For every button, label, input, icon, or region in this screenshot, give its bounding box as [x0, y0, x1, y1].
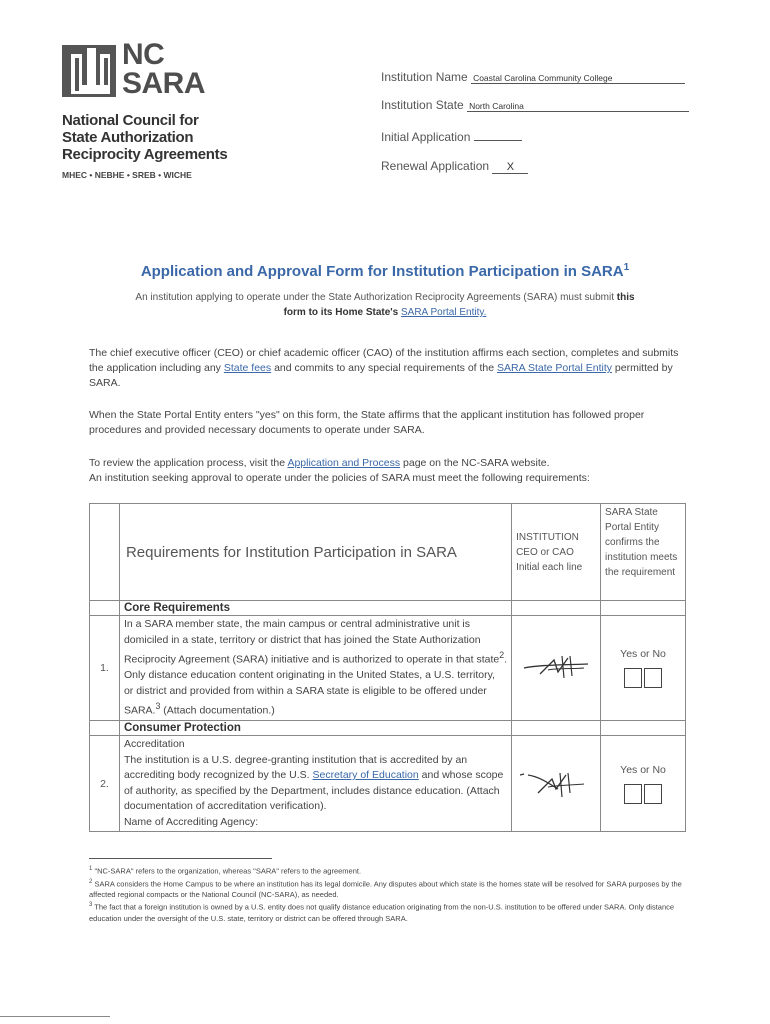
footnote-2: $^2$ SARA considers the Home Campus to be where an institution has its legal domicile. Any disputes about which state is the homes state will be resolved for SARA purposes by the affected regional compacts or the National Council (NC-SARA), as needed.	[89, 878, 682, 899]
table-row	[90, 736, 686, 832]
subtitle-bold: form to its Home State's	[283, 307, 399, 318]
initial-application-field	[381, 130, 522, 144]
state-fees-link[interactable]: State fees	[223, 362, 272, 374]
ceo-initial-cell[interactable]	[512, 736, 601, 832]
logo-sara: SARA	[122, 67, 206, 100]
initial-application-label: Initial Application	[381, 130, 471, 144]
application-process-paragraph	[89, 456, 689, 486]
yes-checkbox[interactable]	[624, 668, 642, 688]
footnote-ref: 3	[155, 701, 161, 711]
page-edge-line	[0, 1016, 110, 1017]
para-text: permitted by SARA.	[89, 362, 673, 389]
section-num-cell	[90, 721, 120, 736]
requirement-text	[119, 616, 511, 721]
section-empty-cell	[601, 721, 686, 736]
section-row	[90, 721, 686, 736]
row-number: 2.	[90, 736, 120, 832]
requirement-text-part: (Attach documentation.)	[160, 704, 275, 717]
para-text: An institution seeking approval to operate under the policies of SARA must meet the following requirements:	[89, 472, 590, 484]
no-checkbox[interactable]	[644, 668, 662, 688]
initial-signature-icon	[518, 765, 594, 799]
council-line: National Council for	[62, 112, 199, 129]
member-compacts: MHEC • NEBHE • SREB • WICHE	[62, 170, 192, 180]
sara-state-portal-entity-link[interactable]: SARA State Portal Entity	[497, 362, 612, 374]
nc-sara-logo-icon	[62, 45, 116, 102]
yes-no-boxes	[605, 784, 681, 804]
state-affirmation-paragraph: When the State Portal Entity enters "yes" on this form, the State affirms that the applicant institution has followed proper procedures and provided necessary documents to operate under SARA.	[89, 409, 645, 436]
renewal-application-label: Renewal Application	[381, 159, 490, 173]
application-and-process-link[interactable]: Application and Process	[287, 457, 401, 469]
para-text: To review the application process, visit the	[89, 457, 286, 469]
section-consumer-protection: Consumer Protection	[119, 721, 511, 736]
requirement-text-part: The institution is a U.S. degree-granting institution that is accredited by an accrediting body recognized by the U.S.	[123, 753, 468, 781]
table-row	[90, 616, 686, 721]
section-empty-cell	[512, 721, 601, 736]
yes-no-boxes	[605, 668, 681, 688]
para-text: page on the NC-SARA website.	[403, 457, 550, 469]
form-title-text: Application and Approval Form for Institution Participation in SARA	[140, 263, 624, 280]
requirement-text-part: and whose scope of authority, as specified by the Department, includes distance education. (Attach documentation of accreditation verification).	[123, 769, 504, 812]
para-text: and commits to any special requirements of the	[274, 362, 495, 374]
institution-name-field	[381, 70, 685, 84]
no-checkbox[interactable]	[644, 784, 662, 804]
yes-no-label: Yes or No	[620, 763, 666, 776]
para-text: The chief executive officer (CEO) or chief academic officer (CAO) of the institution affirms each section, completes and submits the application including any	[89, 347, 679, 374]
requirement-subheading: Accreditation	[123, 738, 185, 750]
council-line: State Authorization	[62, 129, 194, 146]
table-header-num	[90, 504, 120, 601]
initial-signature-icon	[518, 652, 594, 682]
institution-state-label: Institution State	[381, 98, 464, 112]
footnote-text: SARA considers the Home Campus to be where an institution has its legal domicile. Any disputes about which state is the homes state will be resolved for SARA purposes by the affected regional compacts or the National Council (NC-SARA), as needed.	[89, 879, 682, 899]
section-empty-cell	[512, 601, 601, 616]
institution-state-field	[381, 98, 689, 112]
institution-state-input[interactable]: North Carolina	[467, 101, 689, 112]
secretary-of-education-link[interactable]: Secretary of Education	[312, 769, 419, 781]
section-num-cell	[90, 601, 120, 616]
section-core-requirements: Core Requirements	[119, 601, 511, 616]
row-number: 1.	[90, 616, 120, 721]
institution-name-label: Institution Name	[381, 70, 468, 84]
ceo-initial-cell[interactable]	[512, 616, 601, 721]
footnote-3: $^3$ The fact that a foreign institution is owned by a U.S. entity does not qualify distance education originating from the non-U.S. institution to be offered under SARA. Only distance education under the oversight of the U.S. state, territory or district can be offered through SARA.	[89, 902, 675, 923]
table-header-row	[90, 504, 686, 601]
form-subtitle	[80, 290, 690, 320]
footnote-ref: 1	[623, 262, 630, 273]
footnote-1: $^1$ "NC-SARA" refers to the organization, whereas "SARA" refers to the agreement.	[89, 866, 362, 876]
state-confirm-cell	[601, 616, 686, 721]
table-header-ceo: INSTITUTION CEO or CAO Initial each line	[512, 504, 601, 601]
footnote-divider	[89, 858, 272, 859]
institution-name-input[interactable]: Coastal Carolina Community College	[471, 73, 685, 84]
footnote-text: The fact that a foreign institution is owned by a U.S. entity does not qualify distance education originating from the non-U.S. institution to be offered under SARA. Only distance education under the oversight of the U.S. state, territory or district can be offered through SARA.	[89, 902, 675, 923]
subtitle-bold: this	[616, 292, 635, 303]
logo-nc: NC	[122, 38, 165, 71]
yes-checkbox[interactable]	[624, 784, 642, 804]
table-header-requirements: Requirements for Institution Participation in SARA	[119, 504, 511, 601]
requirement-text-part: In a SARA member state, the main campus or central administrative unit is domiciled in a state, territory or district that has joined the State Authorization Reciprocity Agreement (SARA) initiative and is authorized to operate in that state	[123, 618, 500, 666]
sara-portal-entity-link[interactable]: SARA Portal Entity.	[401, 307, 487, 318]
footnote-ref: 2	[499, 650, 505, 660]
renewal-application-field	[381, 159, 528, 174]
section-row	[90, 601, 686, 616]
council-line: Reciprocity Agreements	[62, 146, 228, 163]
section-empty-cell	[601, 601, 686, 616]
footnotes	[89, 864, 689, 924]
form-title	[0, 262, 770, 280]
subtitle-text: An institution applying to operate under the State Authorization Reciprocity Agreements (SARA) must submit	[135, 292, 615, 303]
table-header-state: SARA State Portal Entity confirms the institution meets the requirement	[601, 504, 686, 601]
footnote-text: "NC-SARA" refers to the organization, whereas "SARA" refers to the agreement.	[94, 866, 362, 876]
renewal-application-input[interactable]: X	[492, 161, 528, 174]
accrediting-agency-label: Name of Accrediting Agency:	[123, 815, 259, 828]
logo-wordmark	[122, 40, 205, 98]
requirements-table	[89, 503, 686, 832]
ceo-affirmation-paragraph	[89, 346, 689, 391]
requirement-text-part: . Only distance education content originating in the United States, a U.S. territory, or district and provided from within a SARA state is eligible to be offered under SARA.	[123, 653, 508, 717]
state-confirm-cell	[601, 736, 686, 832]
requirement-text	[119, 736, 511, 832]
council-name	[62, 112, 227, 163]
initial-application-input[interactable]	[474, 140, 522, 141]
yes-no-label: Yes or No	[620, 648, 666, 660]
